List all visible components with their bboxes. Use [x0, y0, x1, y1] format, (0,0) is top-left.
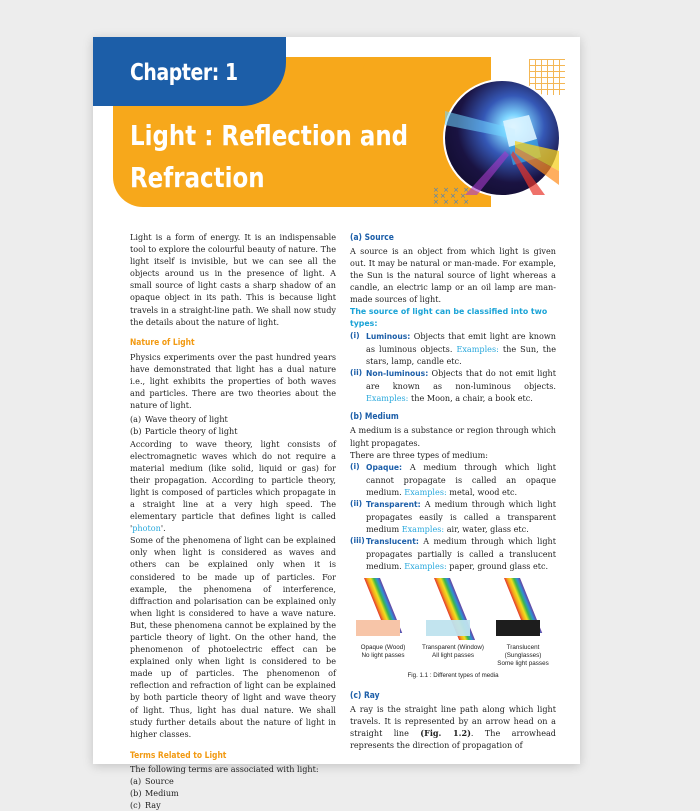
figure-translucent: Translucent (Sunglasses) Some light passes — [490, 578, 556, 668]
media-figures — [350, 578, 556, 668]
source-item-luminous: (i) Luminous: Objects that emit light are known as luminous objects. Examples: the Sun, the stars, lamp, candle etc. — [350, 330, 556, 366]
term-item: (a) Source — [130, 776, 174, 787]
cross-decoration: × × × × ×× × × × × × × — [433, 186, 471, 206]
chapter-title: Light : Reflection and Refraction — [130, 119, 409, 194]
medium-item-transparent: (ii) Transparent: A medium through which light propagates easily is called a transparent medium Examples: air, water, glass etc. — [350, 498, 556, 535]
glass-slab — [426, 620, 470, 636]
theory-item: (a) Wave theory of light — [130, 414, 228, 425]
medium-item-translucent: (iii) Translucent: A medium through which light propagates partially is called a translucent medium. Examples: paper, ground glass etc. — [350, 536, 556, 572]
nature-paragraph-1: Physics experiments over the past hundred years have demonstrated that light has a dual nature i.e., light exhibits the properties of both waves and particles. There are two theories about the nature of light. — [130, 351, 336, 411]
photon-term: photon — [132, 523, 161, 534]
medium-heading: (b) Medium — [350, 411, 399, 422]
figure-caption: Fig. 1.1 : Different types of media — [407, 671, 499, 679]
source-heading: (a) Source — [350, 232, 394, 242]
source-paragraph: A source is an object from which light is given out. It may be natural or man-made. For example, the Sun is the natural source of light whereas a candle, an electric lamp or an oil lamp are man-made sources of light. — [350, 246, 556, 305]
medium-item-opaque: (i) Opaque: A medium through which light cannot propagate is called an opaque medium. Examples: metal, wood etc. — [350, 461, 556, 497]
theory-item: (b) Particle theory of light — [130, 426, 238, 437]
prism-image — [443, 79, 561, 197]
right-column — [350, 231, 556, 751]
dark-glass-slab — [496, 620, 540, 636]
terms-heading: Terms Related to Light — [130, 749, 227, 760]
nature-of-light-heading: Nature of Light — [130, 336, 195, 347]
terms-intro: The following terms are associated with light: — [130, 763, 319, 774]
figure-opaque: Opaque (Wood) No light passes — [350, 578, 416, 668]
term-item: (c) Ray — [130, 800, 161, 811]
book-page — [93, 37, 580, 811]
nature-paragraph-2: According to wave theory, light consists of electromagnetic waves which do not require a material medium (like solid, liquid or gas) for their propagation. According to particle theory, light is composed of particles which propagate in a straight line at a very high speed. The elementary particle that defines light is called 'photon'. — [130, 438, 336, 534]
medium-types-line: There are three types of medium: — [350, 449, 488, 460]
source-types-line: The source of light can be classified into two types: — [350, 306, 548, 328]
figure-transparent: Transparent (Window) All light passes — [420, 578, 486, 668]
left-column — [130, 231, 336, 811]
ray-paragraph: A ray is the straight line path along which light travels. It is represented by an arrow head on a straight line (Fig. 1.2). The arrowhead represents the direction of propagation of — [350, 703, 556, 750]
ray-heading: (c) Ray — [350, 689, 380, 700]
intro-paragraph: Light is a form of energy. It is an indispensable tool to explore the colourful beauty of nature. The light itself is invisible, but we can see all the objects around us in the presence of light. A small source of light casts a sharp shadow of an opaque object in its path. This is because light travels in a straight-line path. We shall now study the details about the nature of light. — [130, 232, 336, 327]
nature-paragraph-3: Some of the phenomena of light can be explained only when light is considered as waves and others can be explained only when it is considered to be made up of particles. For example, the phenomena of interference, diffraction and polarisation can be explained only when light is considered to have a wave nature. But, these phenomena cannot be explained by the particle theory of light. On the other hand, the phenomenon of photoelectric effect can be explained only when light is considered to be made up of particles. The phenomenon of reflection and refraction of light can be explained by both particle theory of light and wave theory of light. Thus, light has dual nature. We shall study further details about the nature of light in higher classes. — [130, 535, 336, 739]
wood-slab — [356, 620, 400, 636]
medium-paragraph: A medium is a substance or region through which light propagates. — [350, 425, 556, 448]
source-item-non-luminous: (ii) Non-luminous: Objects that do not emit light are known as non-luminous objects. Examples: the Moon, a chair, a book etc. — [350, 368, 556, 404]
term-item: (b) Medium — [130, 788, 179, 799]
chapter-label: Chapter: 1 — [130, 60, 238, 86]
